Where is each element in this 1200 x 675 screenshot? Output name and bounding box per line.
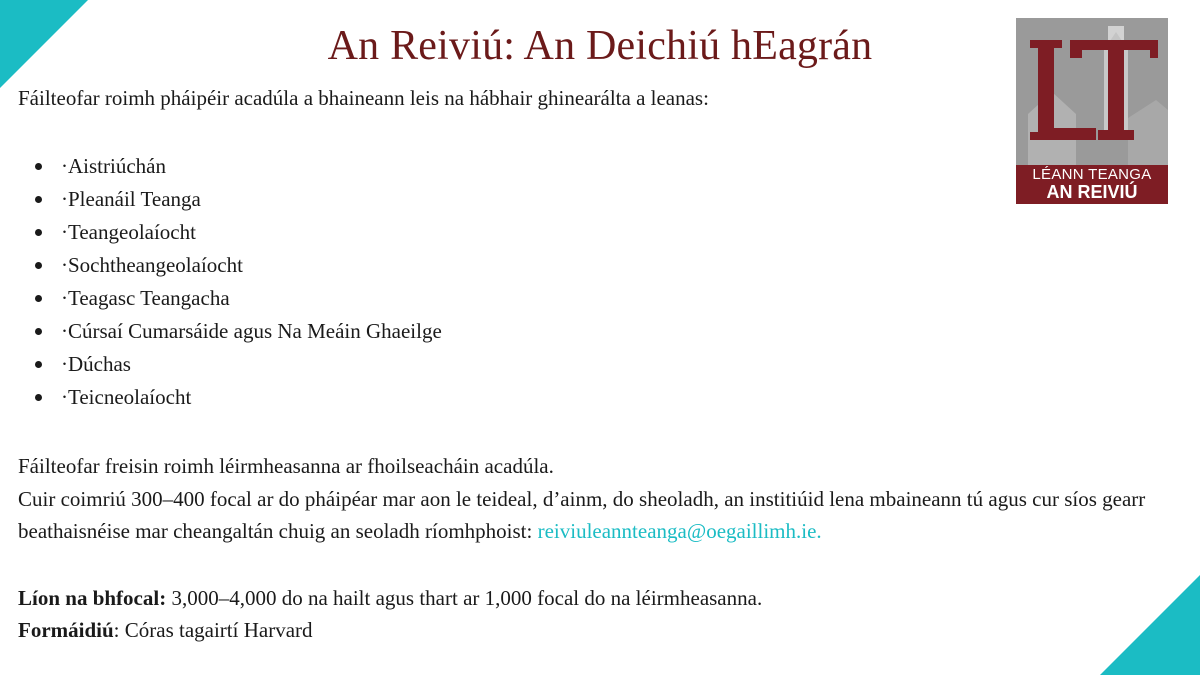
list-item: ·Dúchas <box>61 348 442 381</box>
word-count-label: Líon na bhfocal: <box>18 586 167 610</box>
list-item: ·Aistriúchán <box>61 150 442 183</box>
list-item: ·Teangeolaíocht <box>61 216 442 249</box>
logo-image <box>1016 18 1168 165</box>
leann-teanga-logo <box>1016 18 1168 204</box>
email-link[interactable]: reiviuleannteanga@oegaillimh.ie. <box>537 519 822 543</box>
submission-text: Cuir coimriú 300–400 focal ar do pháipéar mar aon le teideal, d’ainm, do sheoladh, an institiúid lena mbaineann tú agus cur síos gearr beathaisnéise mar cheangaltán chuig an seoladh ríomhphoist: <box>18 487 1146 543</box>
page-title: An Reiviú: An Deichiú hEagrán <box>327 23 873 69</box>
logo-text-line1: LÉANN TEANGA <box>1032 166 1152 183</box>
word-count-value: 3,000–4,000 do na hailt agus thart ar 1,000 focal do na léirmheasanna. <box>166 586 763 610</box>
list-item: ·Pleanáil Teanga <box>61 183 442 216</box>
list-item: ·Sochtheangeolaíocht <box>61 249 442 282</box>
format-label: Formáidiú <box>18 618 114 642</box>
topics-list <box>18 150 442 414</box>
intro-text: Fáilteofar roimh pháipéir acadúla a bhaineann leis na hábhair ghinearálta a leanas: <box>18 86 709 110</box>
list-item: ·Teicneolaíocht <box>61 381 442 414</box>
word-count-line <box>18 582 1180 614</box>
logo-text-line2: AN REIVIÚ <box>1046 182 1138 202</box>
list-item: ·Cúrsaí Cumarsáide agus Na Meáin Ghaeilge <box>61 315 442 348</box>
format-value: : Córas tagairtí Harvard <box>113 618 313 642</box>
list-item: ·Teagasc Teangacha <box>61 282 442 315</box>
format-line <box>18 614 1180 646</box>
logo-artwork <box>1016 18 1168 165</box>
submission-paragraph <box>18 483 1180 547</box>
reviews-text: Fáilteofar freisin roimh léirmheasanna ar fhoilseacháin acadúla. <box>18 454 554 478</box>
